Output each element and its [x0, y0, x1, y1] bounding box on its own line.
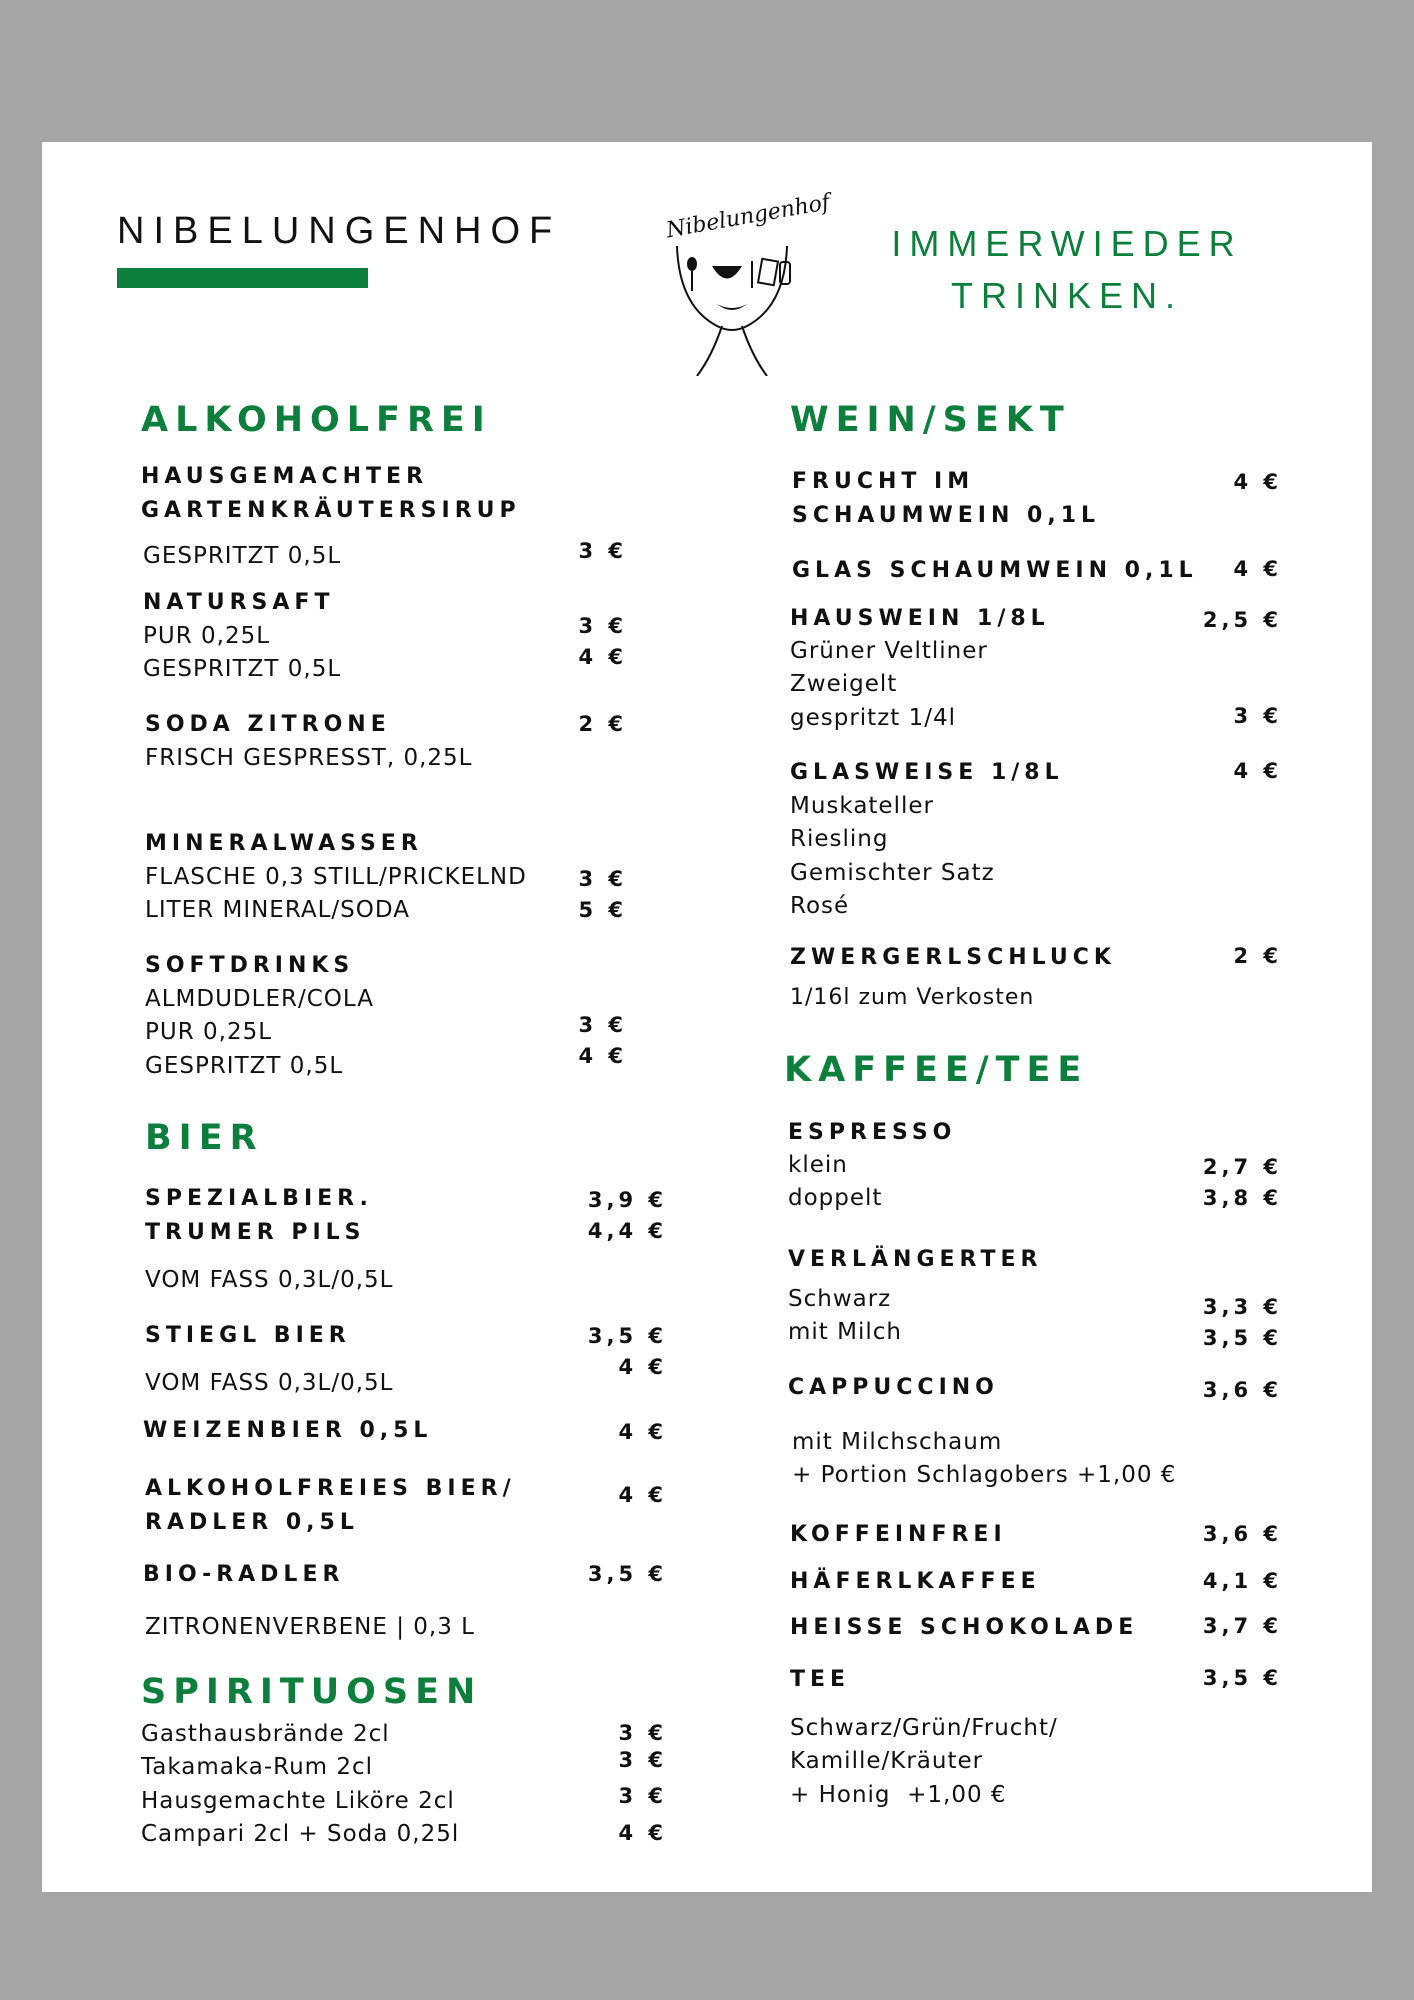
spirituosen-list: [141, 1718, 459, 1851]
item-price-zwergerlschluck: 2 €: [1233, 944, 1282, 968]
item-price-glasweise: 4 €: [1233, 759, 1282, 783]
spirituosen-item-price: 3 €: [618, 1748, 667, 1772]
item-desc-tee: [790, 1712, 1058, 1812]
item-price-koffeinfrei: 3,6 €: [1202, 1522, 1282, 1546]
item-name-sirup-line-2: GARTENKRÄUTERSIRUP: [141, 498, 521, 524]
item-desc-cappuccino: [792, 1426, 1176, 1493]
mineral-line-1: FLASCHE 0,3 STILL/PRICKELND: [145, 864, 527, 890]
glasweise-line-1: Muskateller: [790, 793, 934, 819]
item-price-sirup: 3 €: [578, 539, 627, 563]
slogan-line-2: TRINKEN.: [950, 275, 1183, 317]
espresso-line-1: klein: [788, 1152, 848, 1178]
tee-line-3: + Honig +1,00 €: [790, 1781, 1007, 1808]
item-name-koffeinfrei: KOFFEINFREI: [790, 1522, 1007, 1547]
item-desc-spezialbier: VOM FASS 0,3L/0,5L: [145, 1267, 394, 1293]
item-price-mineral-1: 3 €: [578, 867, 627, 891]
verlaengerter-line-1: Schwarz: [788, 1286, 892, 1312]
spirituosen-item-price: 3 €: [618, 1721, 667, 1745]
spirituosen-item-price: 3 €: [618, 1784, 667, 1808]
item-price-mineral-2: 5 €: [578, 898, 627, 922]
alkfreies-bier-line-2: RADLER 0,5L: [145, 1510, 359, 1536]
item-price-hauswein-gespritzt: 3 €: [1233, 704, 1282, 728]
tee-line-2: Kamille/Kräuter: [790, 1748, 984, 1775]
item-name-tee: TEE: [790, 1667, 851, 1692]
item-desc-glasweise: [790, 790, 995, 923]
item-price-espresso-2: 3,8 €: [1202, 1186, 1282, 1210]
item-desc-zwergerlschluck: 1/16l zum Verkosten: [790, 985, 1035, 1010]
section-title-spirituosen: SPIRITUOSEN: [141, 1672, 483, 1712]
spirituosen-item-name: Gasthausbrände 2cl: [141, 1721, 390, 1747]
item-name-verlaengerter: VERLÄNGERTER: [788, 1247, 1043, 1272]
spirituosen-item-name: Hausgemachte Liköre 2cl: [141, 1787, 455, 1814]
item-price-softdrinks-1: 3 €: [578, 1013, 627, 1037]
item-name-mineral: MINERALWASSER: [145, 831, 423, 856]
item-price-cappuccino: 3,6 €: [1202, 1378, 1282, 1402]
hauswein-line-3: gespritzt 1/4l: [790, 704, 957, 731]
item-price-soda: 2 €: [578, 712, 627, 736]
item-desc-sirup: GESPRITZT 0,5L: [143, 543, 342, 569]
item-desc-stiegl: VOM FASS 0,3L/0,5L: [145, 1370, 394, 1396]
item-price-hauswein: 2,5 €: [1202, 608, 1282, 632]
item-name-sirup: [141, 460, 521, 528]
section-title-bier: BIER: [145, 1118, 264, 1158]
item-name-bioradler: BIO-RADLER: [143, 1562, 345, 1587]
section-title-alkoholfrei: ALKOHOLFREI: [141, 400, 492, 440]
spezialbier-line-1: SPEZIALBIER.: [145, 1186, 373, 1211]
item-price-alkfreies-bier: 4 €: [618, 1483, 667, 1507]
item-price-espresso-1: 2,7 €: [1202, 1155, 1282, 1179]
item-name-weizenbier: WEIZENBIER 0,5L: [143, 1418, 433, 1443]
item-desc-espresso: [788, 1149, 882, 1216]
softdrinks-line-1: PUR 0,25L: [145, 1019, 273, 1046]
cappuccino-line-2: + Portion Schlagobers +1,00 €: [792, 1462, 1177, 1489]
item-name-glas-schaumwein: GLAS SCHAUMWEIN 0,1L: [792, 558, 1198, 583]
item-name-zwergerlschluck: ZWERGERLSCHLUCK: [790, 945, 1116, 970]
item-name-soda: SODA ZITRONE: [145, 712, 391, 737]
item-price-spezialbier-2: 4,4 €: [587, 1219, 667, 1243]
face-logo-icon: [617, 176, 847, 376]
logo: [617, 176, 847, 376]
slogan-line-1: IMMERWIEDER: [891, 223, 1243, 264]
hauswein-line-2: Zweigelt: [790, 671, 898, 698]
tee-line-1: Schwarz/Grün/Frucht/: [790, 1715, 1058, 1741]
spezialbier-line-2: TRUMER PILS: [145, 1220, 366, 1246]
glasweise-line-3: Gemischter Satz: [790, 859, 995, 886]
cappuccino-line-1: mit Milchschaum: [792, 1429, 1003, 1455]
item-desc-natursaft: [143, 620, 341, 687]
mineral-line-2: LITER MINERAL/SODA: [145, 897, 410, 924]
item-price-verlaengerter-2: 3,5 €: [1202, 1326, 1282, 1350]
item-name-heisse-schokolade: HEISSE SCHOKOLADE: [790, 1615, 1139, 1640]
brand-underline: [117, 268, 368, 288]
softdrinks-line-2: GESPRITZT 0,5L: [145, 1052, 344, 1079]
spirituosen-item-name: Takamaka-Rum 2cl: [141, 1754, 374, 1781]
frucht-line-2: SCHAUMWEIN 0,1L: [792, 503, 1101, 529]
item-desc-hauswein: [790, 635, 988, 735]
item-name-spezialbier: [145, 1182, 373, 1250]
item-price-tee: 3,5 €: [1202, 1666, 1282, 1690]
item-desc-soda: FRISCH GESPRESST, 0,25L: [145, 745, 473, 771]
brand-title: NIBELUNGENHOF: [117, 210, 562, 252]
item-name-haeferlkaffee: HÄFERLKAFFEE: [790, 1569, 1041, 1594]
item-price-glas-schaumwein: 4 €: [1233, 557, 1282, 581]
item-price-verlaengerter-1: 3,3 €: [1202, 1295, 1282, 1319]
verlaengerter-line-2: mit Milch: [788, 1319, 902, 1346]
item-price-softdrinks-2: 4 €: [578, 1044, 627, 1068]
item-name-espresso: ESPRESSO: [788, 1120, 957, 1145]
item-desc-verlaengerter: [788, 1283, 902, 1350]
item-name-frucht-schaumwein: [792, 465, 1100, 533]
softdrinks-line-0: ALMDUDLER/COLA: [145, 986, 374, 1012]
alkfreies-bier-line-1: ALKOHOLFREIES BIER/: [145, 1476, 516, 1501]
frucht-line-1: FRUCHT IM: [792, 469, 975, 494]
spirituosen-item-name: Campari 2cl + Soda 0,25l: [141, 1821, 460, 1848]
logo-script: Nibelungenhof: [664, 190, 832, 244]
item-name-glasweise: GLASWEISE 1/8L: [790, 760, 1064, 785]
item-price-heisse-schokolade: 3,7 €: [1202, 1614, 1282, 1638]
item-price-natursaft-1: 3 €: [578, 614, 627, 638]
item-price-frucht-schaumwein: 4 €: [1233, 470, 1282, 494]
spirituosen-item-price: 4 €: [618, 1821, 667, 1845]
espresso-line-2: doppelt: [788, 1185, 883, 1212]
natursaft-line-1: PUR 0,25L: [143, 623, 271, 649]
item-price-haeferlkaffee: 4,1 €: [1202, 1569, 1282, 1593]
section-title-kaffee: KAFFEE/TEE: [784, 1050, 1089, 1090]
glasweise-line-2: Riesling: [790, 826, 889, 853]
glasweise-line-4: Rosé: [790, 893, 850, 920]
item-name-cappuccino: CAPPUCCINO: [788, 1375, 999, 1400]
item-desc-softdrinks: [145, 983, 374, 1083]
item-price-natursaft-2: 4 €: [578, 645, 627, 669]
menu-page: [42, 142, 1372, 1892]
section-title-wein: WEIN/SEKT: [790, 400, 1071, 440]
natursaft-line-2: GESPRITZT 0,5L: [143, 656, 342, 683]
item-name-sirup-line-1: HAUSGEMACHTER: [141, 464, 429, 489]
hauswein-line-1: Grüner Veltliner: [790, 638, 988, 664]
item-price-stiegl-2: 4 €: [618, 1355, 667, 1379]
item-name-softdrinks: SOFTDRINKS: [145, 953, 355, 978]
item-name-hauswein: HAUSWEIN 1/8L: [790, 606, 1050, 631]
item-price-stiegl-1: 3,5 €: [587, 1324, 667, 1348]
item-price-weizenbier: 4 €: [618, 1420, 667, 1444]
item-price-bioradler: 3,5 €: [587, 1562, 667, 1586]
item-price-spezialbier-1: 3,9 €: [587, 1188, 667, 1212]
item-name-natursaft: NATURSAFT: [143, 590, 335, 615]
slogan: [877, 218, 1257, 322]
item-name-stiegl: STIEGL BIER: [145, 1323, 351, 1348]
item-desc-bioradler: ZITRONENVERBENE | 0,3 L: [145, 1614, 475, 1640]
